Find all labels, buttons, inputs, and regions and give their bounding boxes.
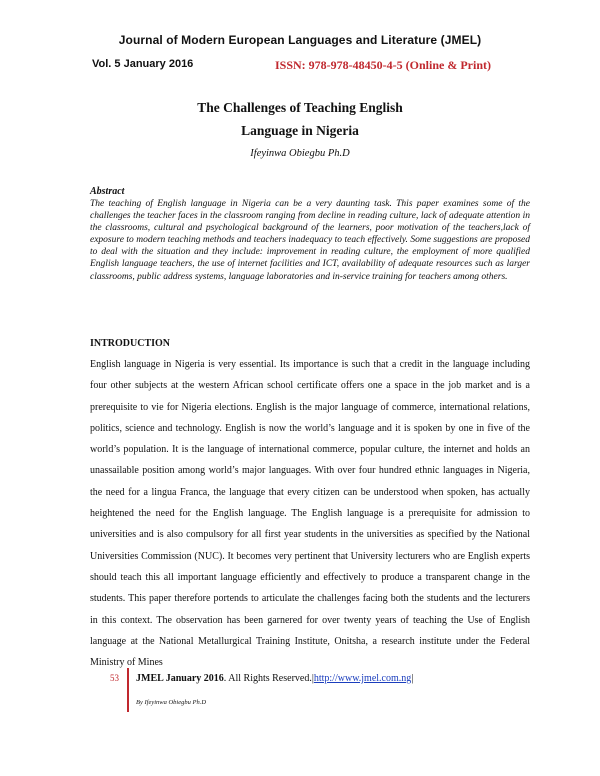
article-author: Ifeyinwa Obiegbu Ph.D (250, 148, 350, 159)
footer-end-bar: | (411, 673, 414, 684)
footer-divider (127, 668, 129, 712)
introduction-heading: INTRODUCTION (90, 338, 171, 349)
issn-label: ISSN: 978-978-48450-4-5 (Online & Print) (275, 58, 491, 72)
abstract-heading: Abstract (90, 186, 125, 197)
journal-website-link[interactable]: http://www.jmel.com.ng (313, 673, 412, 684)
footer-journal-date: JMEL January 2016 (136, 673, 224, 684)
article-title-line-2: Language in Nigeria (241, 123, 359, 138)
footer-rights-line (136, 673, 413, 684)
journal-title: Journal of Modern European Languages and Literature (JMEL) (118, 33, 482, 47)
page-number: 53 (110, 673, 119, 683)
introduction-text: English language in Nigeria is very essential. Its importance is such that a credit in the language including four other subjects at the western African school certificate offers one a space in the job market and is a prerequisite to vie for Nigeria elections. English is the major language of commerce, international relations, politics, science and technology. English is now the world’s language and it is spoken by one in five of the world’s population. It is the language of international commerce, popular culture, the internet and holds an unassailable position among world’s major languages. With over four hundred ethnic languages in Nigeria, the need for a lingua Franca, the language that every citizen can be understood when spoken, has actually heightened the need for the English language. The English language is a prerequisite for admission to universities and is also compulsory for all first year students in the universities as specified by the National Universities Commission (NUC). It becomes very pertinent that University lecturers who are English experts should teach this all important language efficiently and effectively to produce a transparent change in the students. This paper therefore portends to articulate the challenges facing both the students and the lecturers in this context. The observation has been garnered for over twenty years of teaching the Use of English language at the National Metallurgical Training Institute, Onitsha, a research institute under the Federal Ministry of Mines (90, 359, 530, 669)
volume-label: Vol. 5 January 2016 (92, 58, 194, 70)
footer-rights: . All Rights Reserved.| (223, 673, 314, 684)
abstract-text: The teaching of English language in Nigeria can be a very daunting task. This paper examines some of the challenges the teacher faces in the classroom ranging from decline in reading culture, lack of adequate attention in the classrooms, cultural and psychological background of the learners, poor motivation of the teachers,lack of exposure to modern teaching methods and teachers inadequacy to teach effectively. Some suggestions are proposed to deal with the situation and they include: improvement in reading culture, the employment of more qualified English language teachers, the use of internet facilities and ICT, availability of adequate resources such as larger classrooms, public address systems, language laboratories and in-service training for teachers among others. (90, 199, 530, 282)
article-title-line-1: The Challenges of Teaching English (197, 100, 403, 115)
footer-byline: By Ifeyinwa Obiegbu Ph.D (136, 699, 207, 706)
